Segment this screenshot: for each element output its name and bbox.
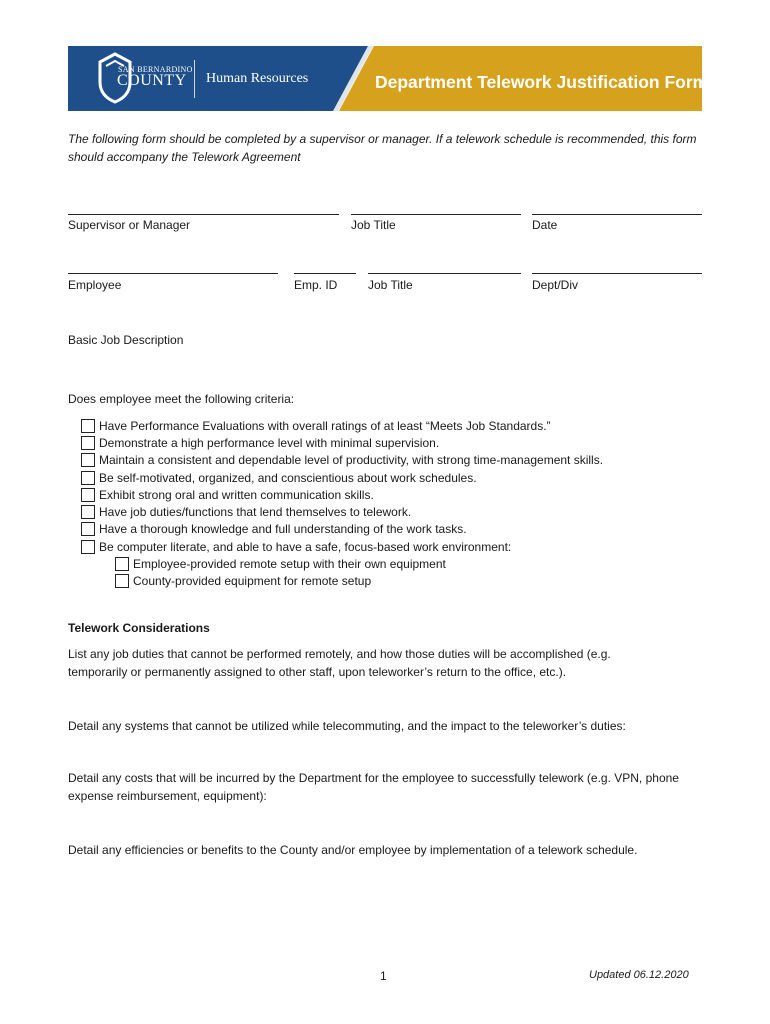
checkbox[interactable] (81, 436, 95, 450)
criteria-item-label: Have job duties/functions that lend themselves to telework. (99, 505, 412, 519)
considerations-question-2: Detail any systems that cannot be utilized while telecommuting, and the impact to the teleworker’s duties: (68, 719, 626, 733)
criteria-item-label: Be self-motivated, organized, and conscientious about work schedules. (99, 471, 477, 485)
date-label: Date (532, 218, 558, 232)
checkbox[interactable] (81, 453, 95, 467)
criteria-item-label: Have a thorough knowledge and full understanding of the work tasks. (99, 522, 467, 536)
job-title-label-2: Job Title (368, 278, 413, 292)
checkbox[interactable] (81, 471, 95, 485)
intro-text: The following form should be completed by a supervisor or manager. If a telework schedule is recommended, this form should accompany the Telework Agreement (68, 132, 697, 164)
criteria-item[interactable] (81, 522, 467, 536)
criteria-subitem[interactable] (115, 557, 446, 571)
criteria-item-label: Be computer literate, and able to have a safe, focus-based work environment: (99, 540, 512, 554)
employee-label: Employee (68, 278, 122, 292)
job-title-label-1: Job Title (351, 218, 396, 232)
dept-div-field[interactable] (532, 273, 702, 274)
criteria-subitem-label: County-provided equipment for remote setup (133, 574, 372, 588)
considerations-question-3: Detail any costs that will be incurred by the Department for the employee to successfully telework (e.g. VPN, phone expense reimbursement, equipment): (68, 771, 679, 803)
criteria-item-label: Exhibit strong oral and written communication skills. (99, 488, 374, 502)
considerations-heading: Telework Considerations (68, 621, 210, 635)
criteria-item[interactable] (81, 505, 411, 519)
considerations-question-1: List any job duties that cannot be performed remotely, and how those duties will be accomplished (e.g. temporarily or permanently assigned to other staff, upon teleworker’s return to the office, etc.). (68, 647, 611, 679)
updated-date: Updated 06.12.2020 (589, 969, 689, 981)
checkbox[interactable] (115, 557, 129, 571)
job-title-field-1[interactable] (351, 214, 521, 215)
date-field[interactable] (532, 214, 702, 215)
checkbox[interactable] (81, 522, 95, 536)
criteria-item-label: Demonstrate a high performance level with minimal supervision. (99, 436, 440, 450)
employee-field[interactable] (68, 273, 278, 274)
basic-job-description-label: Basic Job Description (68, 333, 184, 347)
criteria-item[interactable] (81, 436, 439, 450)
logo-county-text: COUNTY (117, 72, 187, 89)
page-number: 1 (380, 969, 387, 983)
criteria-item[interactable] (81, 453, 603, 467)
criteria-subitem[interactable] (115, 574, 371, 588)
criteria-item[interactable] (81, 419, 551, 433)
supervisor-field[interactable] (68, 214, 339, 215)
considerations-question-4: Detail any efficiencies or benefits to the County and/or employee by implementation of a telework schedule. (68, 843, 638, 857)
criteria-item[interactable] (81, 540, 511, 554)
checkbox[interactable] (81, 419, 95, 433)
criteria-item-label: Maintain a consistent and dependable level of productivity, with strong time-management skills. (99, 453, 604, 467)
checkbox[interactable] (81, 488, 95, 502)
logo-divider (194, 60, 195, 98)
job-title-field-2[interactable] (368, 273, 521, 274)
checkbox[interactable] (81, 540, 95, 554)
emp-id-label: Emp. ID (294, 278, 338, 292)
checkbox[interactable] (81, 505, 95, 519)
checkbox[interactable] (115, 574, 129, 588)
logo-department: Human Resources (206, 71, 309, 86)
logo-top-text: SAN BERNARDINO (118, 65, 193, 74)
criteria-subitem-label: Employee-provided remote setup with their own equipment (133, 557, 446, 571)
criteria-item-label: Have Performance Evaluations with overall ratings of at least “Meets Job Standards.” (99, 419, 551, 433)
dept-div-label: Dept/Div (532, 278, 579, 292)
criteria-question: Does employee meet the following criteria: (68, 392, 295, 406)
criteria-item[interactable] (81, 488, 374, 502)
criteria-item[interactable] (81, 471, 477, 485)
emp-id-field[interactable] (294, 273, 356, 274)
supervisor-label: Supervisor or Manager (68, 218, 191, 232)
form-title: Department Telework Justification Form (375, 72, 709, 92)
